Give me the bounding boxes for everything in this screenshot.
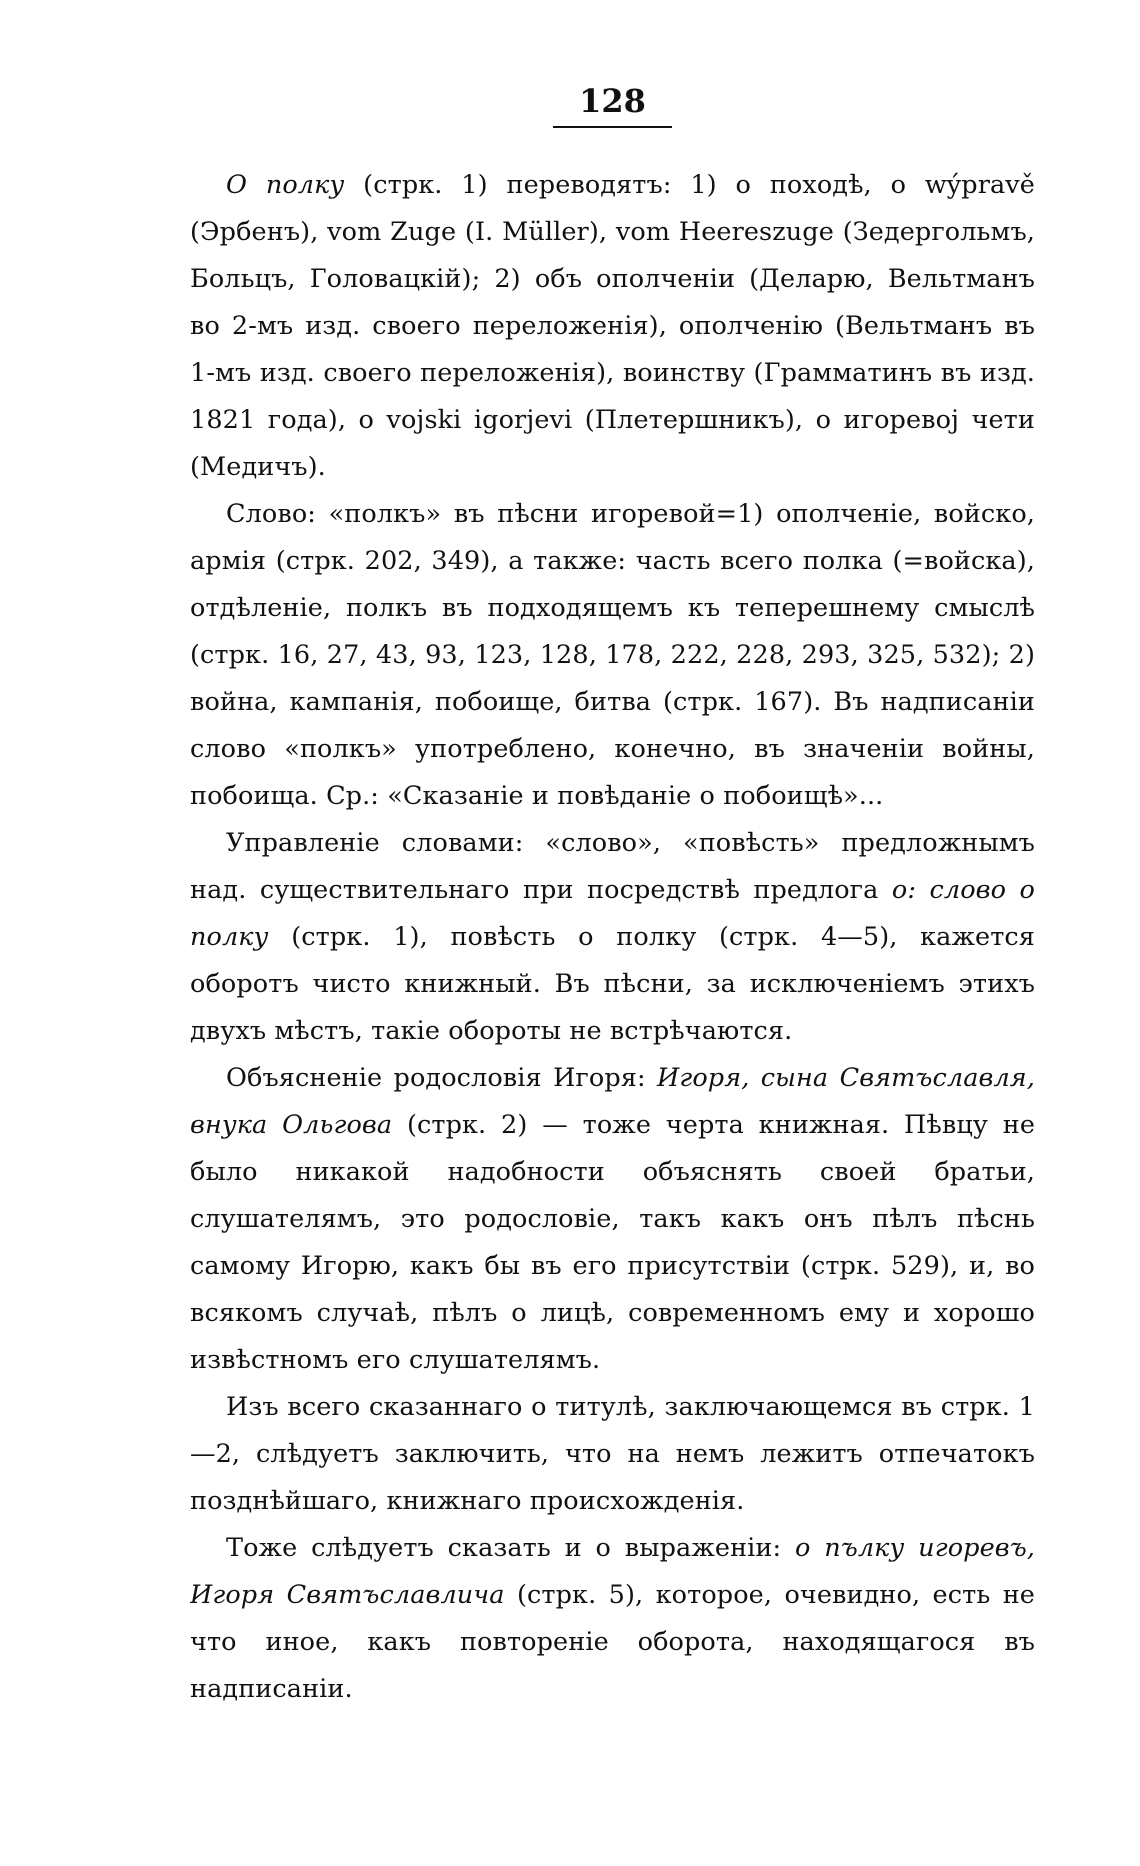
page-number (190, 80, 1035, 128)
body-text (190, 162, 1035, 1713)
page-number-text: 128 (553, 80, 672, 128)
paragraph-5-run-1: Изъ всего сказаннаго о титулѣ, заключающемся въ стрк. 1—2, слѣдуетъ заключить, что на немъ лежитъ отпечатокъ позднѣйшаго, книжнаго происхожденія. (190, 1392, 1035, 1516)
paragraph-4 (190, 1055, 1035, 1384)
paragraph-1-run-2: (стрк. 1) переводятъ: 1) о походѣ, о wýpravě (Эрбенъ), vom Zuge (I. Müller), vom Heereszuge (Зедергольмъ, Больцъ, Головацкій); 2) объ ополченіи (Деларю, Вельтманъ во 2-мъ изд. своего переложенія), ополченію (Вельтманъ въ 1-мъ изд. своего переложенія), воинству (Грамматинъ въ изд. 1821 года), о vojski igorjevi (Плетершникъ), о игоревој чети (Медичъ). (190, 170, 1035, 482)
paragraph-6-run-3: (стрк. 5), которое, очевидно, есть не что иное, какъ повтореніе оборота, находящагося въ надписаніи. (190, 1580, 1035, 1704)
paragraph-1 (190, 162, 1035, 491)
paragraph-6-run-1: Тоже слѣдуетъ сказать и о выраженіи: (226, 1533, 795, 1563)
paragraph-4-run-2: Игоря, сына Святъславля, внука Ольгова (190, 1063, 1035, 1140)
paragraph-6 (190, 1525, 1035, 1713)
paragraph-2 (190, 491, 1035, 820)
paragraph-3-run-1: Управленіе словами: «слово», «повѣсть» предложнымъ над. существительнаго при посредствѣ предлога (190, 828, 1035, 905)
paragraph-4-run-1: Объясненіе родословія Игоря: (226, 1063, 658, 1093)
paragraph-4-run-3: (стрк. 2) — тоже черта книжная. Пѣвцу не было никакой надобности объяснять своей братьи, слушателямъ, это родословіе, такъ какъ онъ пѣлъ пѣснь самому Игорю, какъ бы въ его присутствіи (стрк. 529), и, во всякомъ случаѣ, пѣлъ о лицѣ, современномъ ему и хорошо извѣстномъ его слушателямъ. (190, 1110, 1035, 1375)
paragraph-6-run-2: о пълку игоревъ, Игоря Святъславлича (190, 1533, 1035, 1610)
book-page (190, 80, 1035, 1840)
paragraph-3-run-2: о: слово о полку (190, 875, 1035, 952)
paragraph-3 (190, 820, 1035, 1055)
paragraph-5 (190, 1384, 1035, 1525)
paragraph-3-run-3: (стрк. 1), повѣсть о полку (стрк. 4—5), кажется оборотъ чисто книжный. Въ пѣсни, за исключеніемъ этихъ двухъ мѣстъ, такіе обороты не встрѣчаются. (190, 922, 1035, 1046)
paragraph-1-run-1: О полку (226, 170, 345, 200)
paragraph-2-run-1: Слово: «полкъ» въ пѣсни игоревой=1) ополченіе, войско, армія (стрк. 202, 349), а также: часть всего полка (=войска), отдѣленіе, полкъ въ подходящемъ къ теперешнему смыслѣ (стрк. 16, 27, 43, 93, 123, 128, 178, 222, 228, 293, 325, 532); 2) война, кампанія, побоище, битва (стрк. 167). Въ надписаніи слово «полкъ» употреблено, конечно, въ значеніи войны, побоища. Ср.: «Сказаніе и повѣданіе о побоищѣ»... (190, 499, 1035, 811)
